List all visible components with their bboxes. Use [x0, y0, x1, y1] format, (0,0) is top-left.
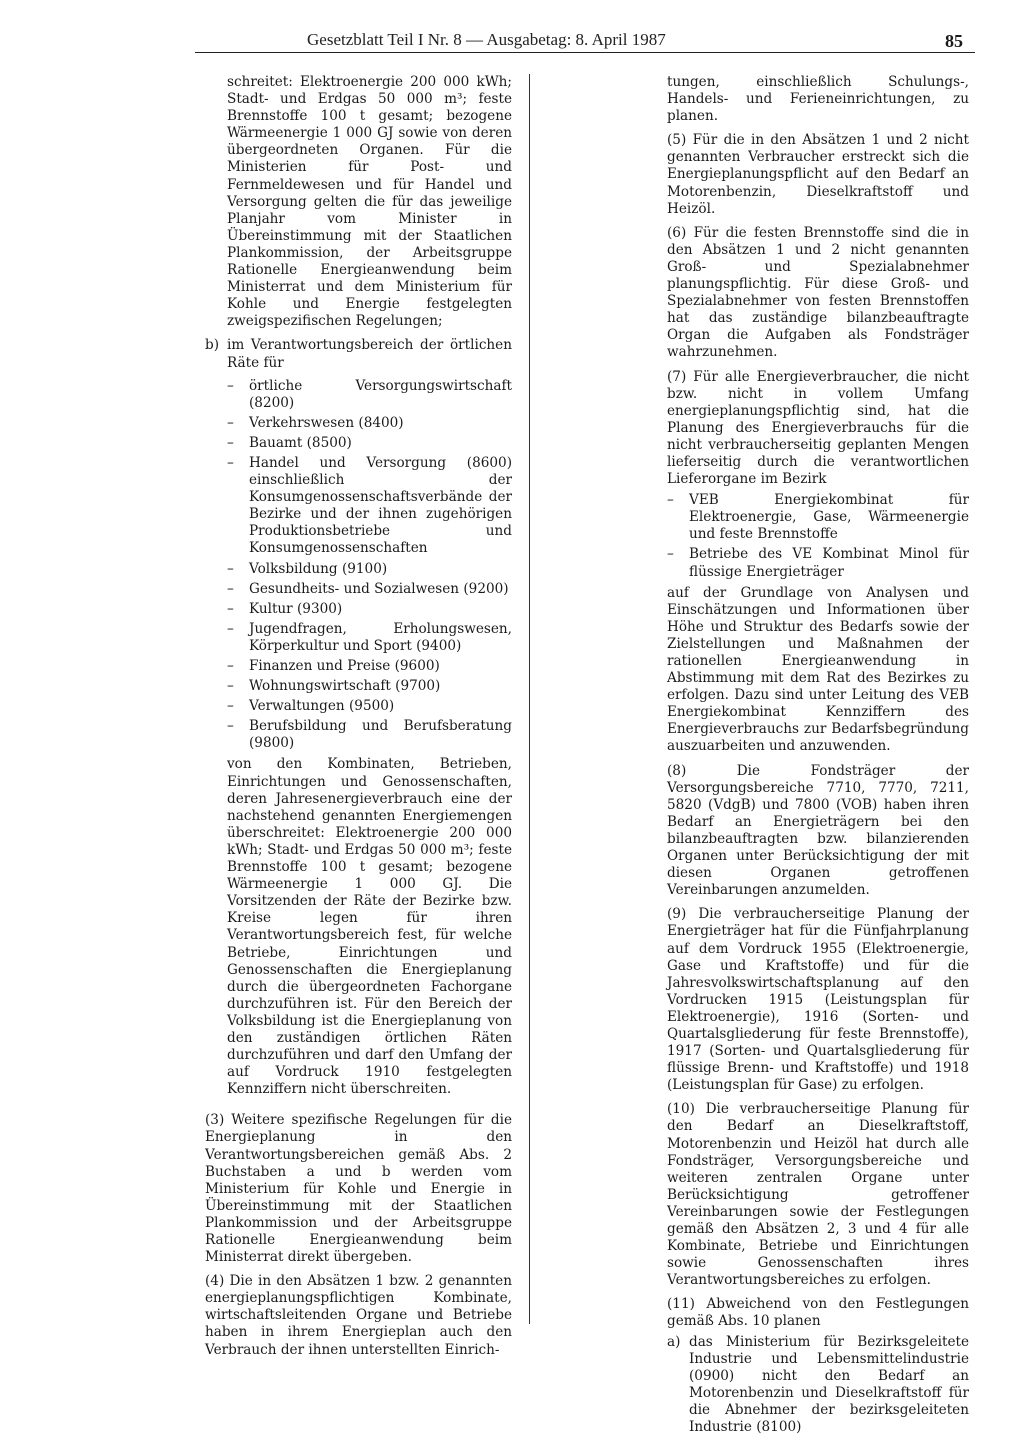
paragraph-11: (11) Abweichend von den Festlegungen gemäß Abs. 10 planen — [667, 1296, 969, 1330]
paragraph-3: (3) Weitere spezifische Regelungen für die Energieplanung in den Verantwortungsbereichen gemäß Abs. 2 Buchstaben a und b werden vom Ministerium für Kohle und Energie in Übereinstimmung mit der Staatlichen Plankommission und der Arbeitsgruppe Rationelle Energieanwendung beim Ministerrat direkt übergeben. — [205, 1112, 512, 1266]
list-item: – Betriebe des VE Kombinat Minol für flüssige Energieträger — [667, 546, 969, 580]
list-item: – Wohnungswirtschaft (9700) — [227, 678, 512, 695]
paragraph-9: (9) Die verbraucherseitige Planung der Energieträger hat für die Fünfjahrplanung auf dem Vordruck 1955 (Elektroenergie, Gase und Kraftstoffe) und für die Jahresvolkswirtschaftsplanung auf den Vordrucken 1915 (Leistungsplan für Elektroenergie), 1916 (Sorten- und Quartalsgliederung für feste Brennstoffe), 1917 (Sorten- und Quartalsgliederung für flüssige Brenn- und Kraftstoffe) und 1918 (Leistungsplan für Gase) zu erfolgen. — [667, 906, 969, 1094]
section-b-list — [227, 378, 512, 753]
section-a — [667, 1334, 969, 1437]
section-a-text: das Ministerium für Bezirksgeleitete Industrie und Lebensmittelindustrie (0900) nicht den Bedarf an Motorenbenzin und Dieselkraftstoff für die Abnehmer der bezirksgeleiteten Industrie (8100) — [689, 1333, 969, 1436]
paragraph-4: (4) Die in den Absätzen 1 bzw. 2 genannten energieplanungspflichtigen Kombinate, wirtschaftsleitenden Organe und Betriebe haben in ihrem Energieplan auch den Verbrauch der ihnen unterstellten Einrich- — [205, 1273, 512, 1358]
list-item: – Handel und Versorgung (8600) einschließlich der Konsumgenossenschaftsverbände der Bezirke und der ihnen zugehörigen Produktionsbetriebe und Konsumgenossenschaften — [227, 455, 512, 558]
page-header — [195, 30, 975, 60]
paragraph-7-continuation: auf der Grundlage von Analysen und Einschätzungen und Informationen über Höhe und Struktur des Bedarfs sowie der Zielstellungen und Maßnahmen der rationellen Energieanwendung in Abstimmung mit dem Rat des Bezirkes zu erfolgen. Dazu sind unter Leitung des VEB Energiekombinat Kennziffern des Energieverbrauchs zur Bedarfsbegründung auszuarbeiten und anzuwenden. — [667, 584, 969, 755]
list-item: – örtliche Versorgungswirtschaft (8200) — [227, 378, 512, 412]
section-b-conclusion-block — [227, 756, 512, 1098]
paragraph-8: (8) Die Fondsträger der Versorgungsbereiche 7710, 7770, 7211, 5820 (VdgB) und 7800 (VOB) haben ihren Bedarf an Energieträgern bei den bilanzbeauftragten bzw. bilanzierenden Organen unter Berücksichtigung der mit diesen Organen getroffenen Vereinbarungen anzumelden. — [667, 762, 969, 899]
column-divider — [529, 74, 530, 1324]
header-rule — [195, 52, 975, 53]
list-item: – Kultur (9300) — [227, 601, 512, 618]
section-b-conclusion: von den Kombinaten, Betrieben, Einrichtungen und Genossenschaften, deren Jahresenergieverbrauch eine der nachstehend genannten Energiemengen überschreitet: Elektroenergie 200 000 kWh; Stadt- und Erdgas 50 000 m³; feste Brennstoffe 100 t gesamt; bezogene Wärmeenergie 1 000 GJ. Die Vorsitzenden der Räte der Bezirke bzw. Kreise legen für ihren Verantwortungsbereich fest, für welche Betriebe, Einrichtungen und Genossenschaften die Energieplanung durch die übergeordneten Fachorgane durchzuführen ist. Für den Bereich der Volksbildung ist die Energieplanung von den zuständigen örtlichen Räten durchzuführen und darf den Umfang der auf Vordruck 1910 festgelegten Kennziffern nicht überschreiten. — [227, 756, 512, 1098]
page-number: 85 — [945, 31, 963, 51]
section-b-text: im Verantwortungsbereich der örtlichen Räte für — [227, 337, 512, 371]
list-item: – Bauamt (8500) — [227, 435, 512, 452]
list-item: – VEB Energiekombinat für Elektroenergie, Gase, Wärmeenergie und feste Brennstoffe — [667, 492, 969, 543]
list-item: – Volksbildung (9100) — [227, 561, 512, 578]
paragraph-7: (7) Für alle Energieverbraucher, die nicht bzw. nicht in vollem Umfang energieplanungspflichtig sind, hat die Planung des Energieverbrauchs für die nicht verbraucherseitig geplanten Mengen lieferseitig durch die verantwortlichen Lieferorgane im Bezirk — [667, 368, 969, 488]
section-a-letter: a) — [667, 1333, 681, 1350]
list-item: – Verwaltungen (9500) — [227, 698, 512, 715]
intro-block — [227, 74, 512, 330]
list-item: – Berufsbildung und Berufsberatung (9800) — [227, 718, 512, 752]
paragraph-7-list — [667, 492, 969, 580]
paragraph-10: (10) Die verbraucherseitige Planung für den Bedarf an Dieselkraftstoff, Motorenbenzin und Heizöl hat durch alle Fondsträger, Versorgungsbereiche und weiteren zentralen Organe unter Berücksichtigung getroffener Vereinbarungen sowie der Festlegungen gemäß den Absätzen 2, 3 und 4 für alle Kombinate, Betriebe und Einrichtungen sowie Genossenschaften ihres Verantwortungsbereiches zu erfolgen. — [667, 1101, 969, 1289]
section-b — [205, 337, 512, 371]
section-b-letter: b) — [205, 337, 220, 354]
right-column — [667, 74, 969, 1442]
header-title: Gesetzblatt Teil I Nr. 8 — Ausgabetag: 8. April 1987 — [307, 30, 666, 49]
list-item: – Gesundheits- und Sozialwesen (9200) — [227, 581, 512, 598]
paragraph-5: (5) Für die in den Absätzen 1 und 2 nicht genannten Verbraucher erstreckt sich die Energieplanungspflicht auf den Bedarf an Motorenbenzin, Dieselkraftstoff und Heizöl. — [667, 132, 969, 217]
left-column — [205, 74, 512, 1366]
intro-paragraph: schreitet: Elektroenergie 200 000 kWh; Stadt- und Erdgas 50 000 m³; feste Brennstoffe 100 t gesamt; bezogene Wärmeenergie 1 000 GJ sowie von deren übergeordneten Organen. Für die Ministerien für Post- und Fernmeldewesen und für Handel und Versorgung gelten die für das jeweilige Planjahr vom Minister in Übereinstimmung mit der Staatlichen Plankommission, der Arbeitsgruppe Rationelle Energieanwendung beim Ministerrat und dem Ministerium für Kohle und Energie festgelegten zweigspezifischen Regelungen; — [227, 74, 512, 330]
paragraph-6: (6) Für die festen Brennstoffe sind die in den Absätzen 1 und 2 nicht genannten Groß- und Spezialabnehmer planungspflichtig. Für diese Groß- und Spezialabnehmer von festen Brennstoffen hat das zuständige bilanzbeauftragte Organ die Aufgaben als Fondsträger wahrzunehmen. — [667, 224, 969, 361]
list-item: – Finanzen und Preise (9600) — [227, 658, 512, 675]
list-item: – Jugendfragen, Erholungswesen, Körperkultur und Sport (9400) — [227, 621, 512, 655]
list-item: – Verkehrswesen (8400) — [227, 415, 512, 432]
continued-paragraph: tungen, einschließlich Schulungs-, Handels- und Ferieneinrichtungen, zu planen. — [667, 74, 969, 125]
